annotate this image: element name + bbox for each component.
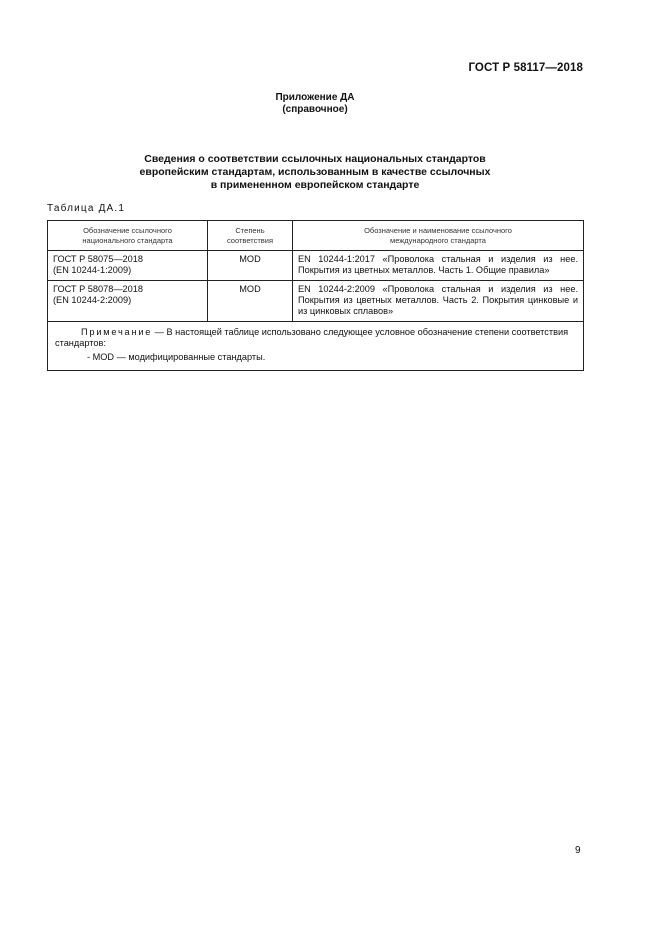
annex-title: Приложение ДА <box>275 92 355 103</box>
table-note-row <box>48 322 584 371</box>
table-label: Таблица ДА.1 <box>47 203 126 214</box>
heading-line-2: европейским стандартам, использованным в качестве ссылочных <box>139 166 491 178</box>
document-code: ГОСТ Р 58117—2018 <box>468 62 583 74</box>
annex-header <box>0 92 630 116</box>
heading-line-1: Сведения о соответствии ссылочных национальных стандартов <box>144 153 486 165</box>
international-standard-cell: EN 10244-2:2009 «Проволока стальная и изделия из нее. Покрытия из цветных металлов. Часть 2. Покрытия цинковые и из цинковых сплавов» <box>293 281 584 322</box>
page-number: 9 <box>575 845 581 856</box>
table-note <box>55 327 576 349</box>
national-standard-cell: ГОСТ Р 58075—2018 (EN 10244-1:2009) <box>48 251 208 281</box>
heading-line-3: в примененном европейском стандарте <box>210 179 420 191</box>
header-degree-of-correspondence: Степень соответствия <box>208 221 293 251</box>
table-row <box>48 251 584 281</box>
table-header-row <box>48 221 584 251</box>
correspondence-table-container <box>47 220 583 371</box>
note-text: — В настоящей таблице использовано следующее условное обозначение степени соответствия стандартов: <box>55 327 569 348</box>
annex-subtitle: (справочное) <box>282 104 348 115</box>
degree-cell: MOD <box>208 281 293 322</box>
table-row <box>48 281 584 322</box>
header-national-standard: Обозначение ссылочного национального стандарта <box>48 221 208 251</box>
international-standard-cell: EN 10244-1:2017 «Проволока стальная и изделия из нее. Покрытия из цветных металлов. Часть 1. Общие правила» <box>293 251 584 281</box>
degree-cell: MOD <box>208 251 293 281</box>
note-list-item: - MOD — модифицированные стандарты. <box>87 352 266 362</box>
national-standard-cell: ГОСТ Р 58078—2018 (EN 10244-2:2009) <box>48 281 208 322</box>
table-note-cell <box>48 322 584 371</box>
note-prefix: Примечание <box>81 327 153 337</box>
header-international-standard: Обозначение и наименование ссылочного международного стандарта <box>293 221 584 251</box>
correspondence-table <box>47 220 584 371</box>
section-heading <box>0 153 630 192</box>
